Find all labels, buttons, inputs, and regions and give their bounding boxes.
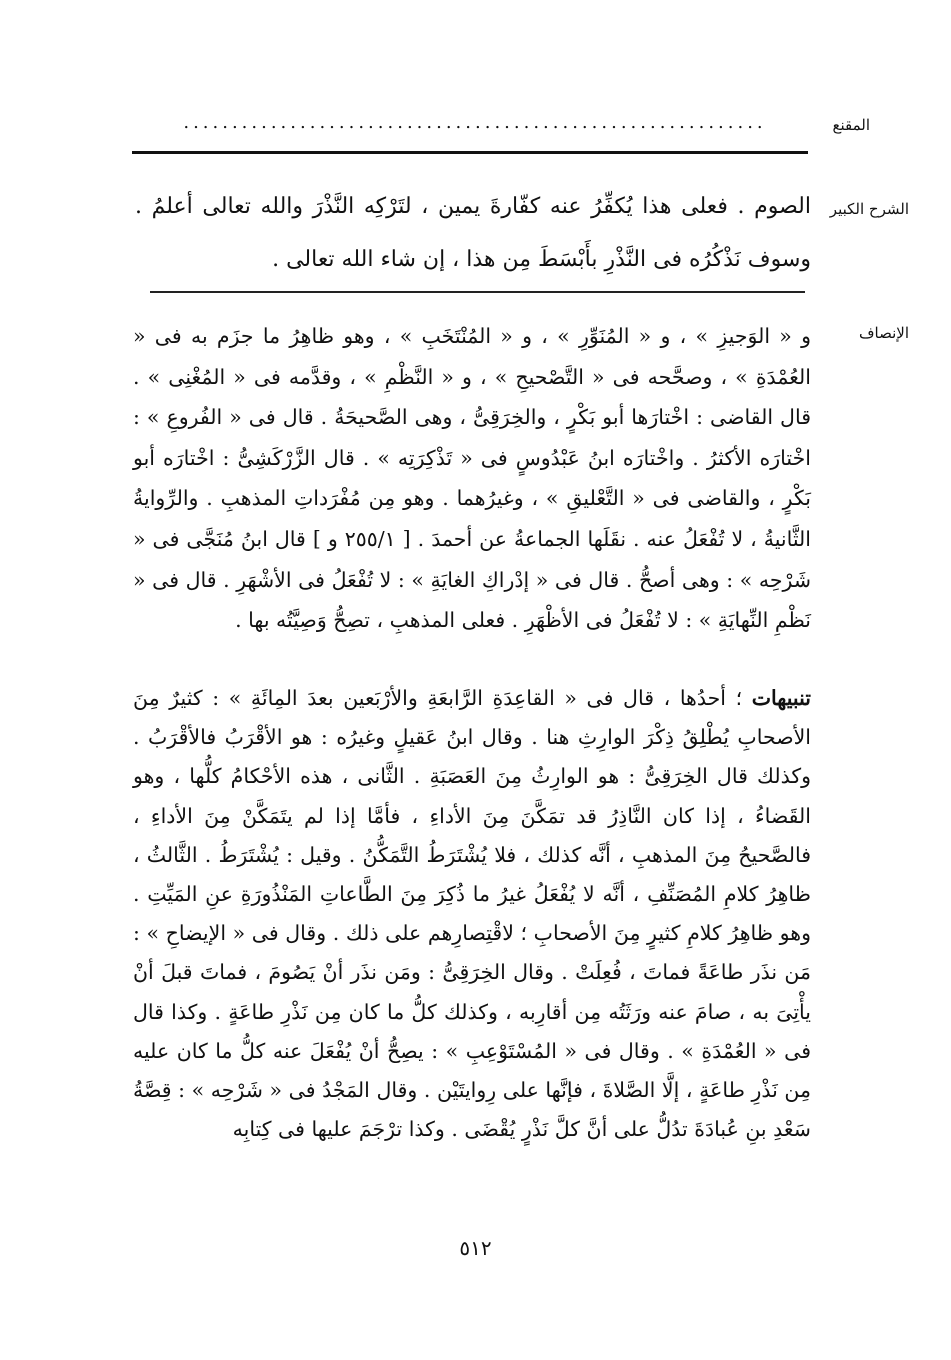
insaf-text — [133, 316, 811, 641]
tanbihat-body: ؛ أحدُها ، قال فى « القاعِدَةِ الرَّابعَةِ والأرْبَعين بعدَ المِائَةِ » : كثيرٌ مِنَ الأصحابِ يُطْلِقُ ذِكْرَ الوارِثِ هنا . وقال ابنُ عَقيلٍ وغيرُه : هو الأقْرَبُ فالأقْرَبُ . وكذلك قال الخِرَقِىُّ : هو الوارِثُ مِنَ العَصَبَةِ . الثَّانى ، هذه الأحْكامُ كلُّها ، وهو القَضاءُ ، إذا كان النَّاذِرُ قد تمَكَّنَ مِنَ الأداءِ ، فأمَّا إذا لم يتَمَكَّنْ مِنَ الأداءِ ، فالصَّحيحُ مِنَ المذهبِ ، أنَّه كذلك ، فلا يُشْتَرَطُ التَّمَكُّنُ . وقيل : يُشْتَرَطُ . الثَّالثُ ، ظاهِرُ كلامِ المُصَنِّفِ ، أنَّه لا يُفْعَلُ غيرُ ما ذُكِرَ مِنَ الطَّاعاتِ المَنْذُورَةِ عنِ المَيِّتِ . وهو ظاهِرُ كلامِ كثيرٍ مِنَ الأصحابِ ؛ لاقْتِصارِهم على ذلك . وقال فى « الإيضاحِ » : مَن نذَر طاعَةً فماتَ ، فُعِلَتْ . وقال الخِرَقِىُّ : ومَن نذَر أنْ يَصُومَ ، فماتَ قبلَ أنْ يأْتِىَ به ، صامَ عنه ورَثَتُه مِن أقارِبه ، وكذلك كلُّ ما كان مِن نَذْرِ طاعَةٍ . وكذا قال فى « العُمْدَةِ » . وقال فى « المُسْتَوْعِبِ » : يصِحُّ أنْ يُفْعَلَ عنه كلُّ ما كان عليه مِن نَذْرِ طاعَةٍ ، إلَّا الصَّلاةَ ، فإنَّها على رِوايتَيْن . وقال المَجْدُ فى « شَرْحِه » : قِصَّةُ سَعْدِ بنِ عُبادَةَ تدُلُّ على أنَّ كلَّ نَذْرٍ يُقْضَى . وكذا ترْجَمَ عليها فى كِتابِه — [133, 686, 811, 1142]
section-divider — [150, 291, 805, 293]
page-number: ٥١٢ — [459, 1236, 492, 1260]
header-dot-leader: ............................................................ — [183, 112, 767, 133]
sharh-paragraph: الصوم . فعلى هذا يُكفِّرُ عنه كفّارةَ يمين ، لتَرْكِه النَّذْرَ والله تعالى أعلمُ . وسوف نَذْكُرُه فى النَّذْرِ بأَبْسَطَ مِن هذا ، إن شاء الله تعالى . — [135, 194, 812, 272]
running-header — [130, 112, 870, 142]
tanbihat-heading: تنبيهات — [751, 686, 811, 710]
header-rule — [132, 151, 808, 154]
sharh-kabir-text — [135, 180, 811, 286]
section-name: المقنع — [832, 116, 870, 134]
tanbihat-section — [133, 679, 811, 1149]
label-insaf: الإنصاف — [858, 324, 909, 342]
label-sharh-kabir: الشرح الكبير — [829, 200, 909, 218]
insaf-paragraph: و « الوَجيزِ » ، و « المُنَوِّرِ » ، و « المُنْتَخَبِ » ، وهو ظاهِرُ ما جزَم به فى « العُمْدَةِ » ، وصحَّحه فى « التَّصْحيحِ » ، و « النَّظْمِ » ، وقدَّمه فى « المُغْنِى » . قال القاضى : اخْتارَها أبو بَكْرٍ ، والخِرَقِىُّ ، وهى الصَّحيحَةُ . قال فى « الفُروعِ » : اخْتارَه الأكثرُ . واخْتارَه ابنُ عَبْدُوسٍ فى « تَذْكِرَتِه » . قال الزَّرْكَشِىُّ : اخْتارَه أبو بَكْرٍ ، والقاضى فى « التَّعْليقِ » ، وغيرُهما . وهو مِن مُفْرَداتِ المذهبِ . والرِّوايةُ الثَّانيةُ ، لا تُفْعَلُ عنه . نقَلَها الجماعةُ عن أحمدَ . [ ٢٥٥/١ و ] قال ابنُ مُنَجَّى فى « شَرْحِه » : وهى أصحُّ . قال فى « إدْراكِ الغايَةِ » : لا تُفْعَلُ فى الأشْهَرِ . قال فى « نَظْمِ النِّهايَةِ » : لا تُفْعَلُ فى الأظْهَرِ . فعلى المذهبِ ، تصِحُّ وَصِيَّتُه بها . — [133, 324, 812, 633]
tanbihat-paragraph — [133, 679, 811, 1149]
